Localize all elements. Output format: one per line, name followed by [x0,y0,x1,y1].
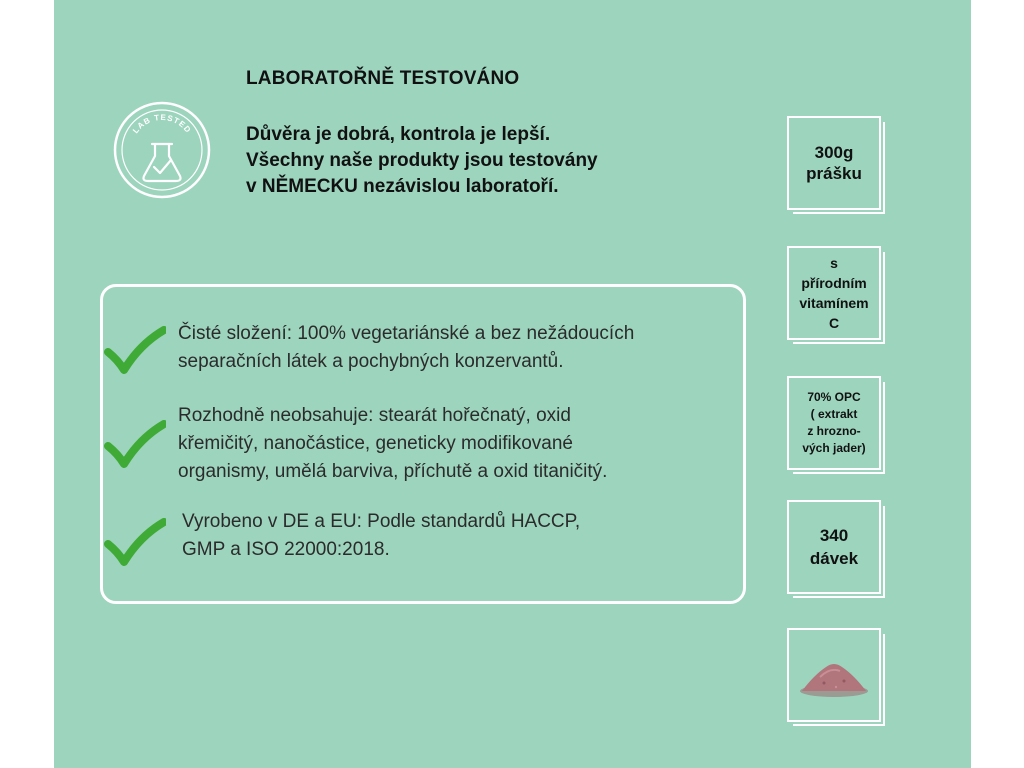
lab-tested-badge [112,100,212,200]
feature-line: Čisté složení: 100% vegetariánské a bez nežádoucích [178,323,635,344]
info-box-doses [787,500,881,594]
page-title: LABORATOŘNĚ TESTOVÁNO [246,68,520,89]
info-box-line: 70% OPC [807,390,861,404]
check-icon [104,518,166,568]
info-box-opc [787,376,881,470]
info-box-line: prášku [806,164,862,183]
info-box-line: 300g [814,143,854,162]
info-box-line: s [830,255,838,271]
check-icon [104,420,166,470]
info-box-line: C [828,315,840,331]
intro-line: Důvěra je dobrá, kontrola je lepší. [246,124,551,145]
badge-text: LAB TESTED [131,112,193,136]
info-box-weight [787,116,881,210]
info-box-line: 340 [819,526,849,545]
feature-line: Vyrobeno v DE a EU: Podle standardů HACCP, [182,511,581,532]
feature-line: separačních látek a pochybných konzervantů. [178,351,564,372]
info-box-vitamin [787,246,881,340]
feature-line: Rozhodně neobsahuje: stearát hořečnatý, oxid [178,405,571,426]
info-box-line: ( extrakt [810,407,858,421]
intro-line: Všechny naše produkty jsou testovány [246,150,598,171]
check-icon [104,326,166,376]
powder-pile-icon [794,645,874,705]
info-box-line: z hrozno- [807,424,861,438]
info-box-line: dávek [809,549,859,568]
info-box-line: přírodním [801,275,867,291]
info-box-line: vitamínem [799,295,869,311]
intro-line: v NĚMECKU nezávislou laboratoří. [246,176,559,197]
info-box-line: vých jader) [802,441,866,455]
feature-line: GMP a ISO 22000:2018. [182,539,390,560]
feature-line: křemičitý, nanočástice, geneticky modifikované [178,433,573,454]
info-box-powder-image [787,628,881,722]
feature-line: organismy, umělá barviva, příchutě a oxid titaničitý. [178,461,608,482]
intro-text [246,122,716,200]
lab-flask-icon [144,144,181,181]
